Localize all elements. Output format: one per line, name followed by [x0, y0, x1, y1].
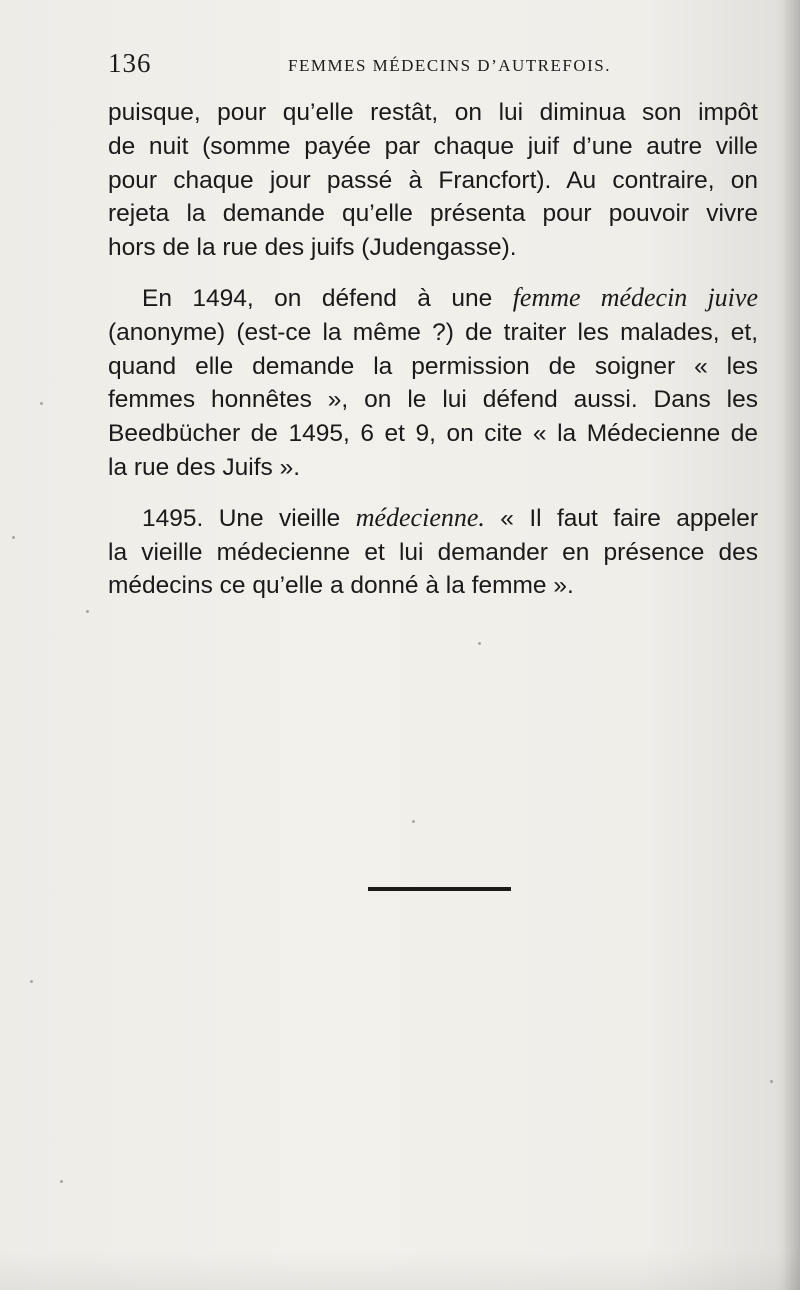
text-line: puisque, pour qu’elle restât, on lui diminua son impôt: [108, 99, 758, 126]
text-line: quand elle demande la permission de soigner « les: [108, 352, 758, 380]
page-edge-shadow: [782, 0, 800, 1290]
page-header: [108, 48, 753, 88]
text-line: la vieille médecienne et lui demander en présence des: [108, 538, 758, 566]
text-line: de nuit (somme payée par chaque juif d’une autre ville: [108, 132, 758, 160]
paragraph-1: [108, 96, 758, 265]
text-line: 1495. Une vieille médecienne. « Il faut faire appeler: [142, 502, 758, 532]
running-title: FEMMES MÉDECINS D’AUTREFOIS.: [288, 56, 611, 75]
paper-speck: [12, 536, 15, 539]
italic-phrase: femme médecin juive: [512, 282, 758, 312]
page-number: 136: [108, 48, 152, 78]
text-line: femmes honnêtes », on le lui défend aussi. Dans les: [108, 386, 758, 414]
text-line: pour chaque jour passé à Francfort). Au contraire, on: [108, 166, 758, 194]
text-line: rejeta la demande qu’elle présenta pour pouvoir vivre: [108, 200, 758, 228]
paragraph-3: [108, 501, 758, 603]
italic-phrase: médecienne.: [355, 502, 485, 532]
paper-speck: [40, 402, 43, 405]
text-line: hors de la rue des juifs (Judengasse).: [108, 234, 517, 262]
text-line: (anonyme) (est-ce la même ?) de traiter les malades, et,: [108, 318, 758, 346]
body-text: [108, 96, 758, 619]
paper-speck: [770, 1080, 773, 1083]
page-bottom-fade: [0, 1250, 800, 1290]
text-line: la rue des Juifs ».: [108, 453, 301, 481]
paper-speck: [60, 1180, 63, 1183]
paper-speck: [86, 610, 89, 613]
text-line: En 1494, on défend à une femme médecin juive: [142, 282, 758, 312]
text-line: médecins ce qu’elle a donné à la femme ».: [108, 572, 574, 600]
paper-speck: [30, 980, 33, 983]
end-rule: [368, 887, 511, 891]
paper-speck: [478, 642, 481, 645]
paper-speck: [412, 820, 415, 823]
paragraph-2: [108, 281, 758, 485]
text-line: Beedbücher de 1495, 6 et 9, on cite « la Médecienne de: [108, 420, 758, 448]
